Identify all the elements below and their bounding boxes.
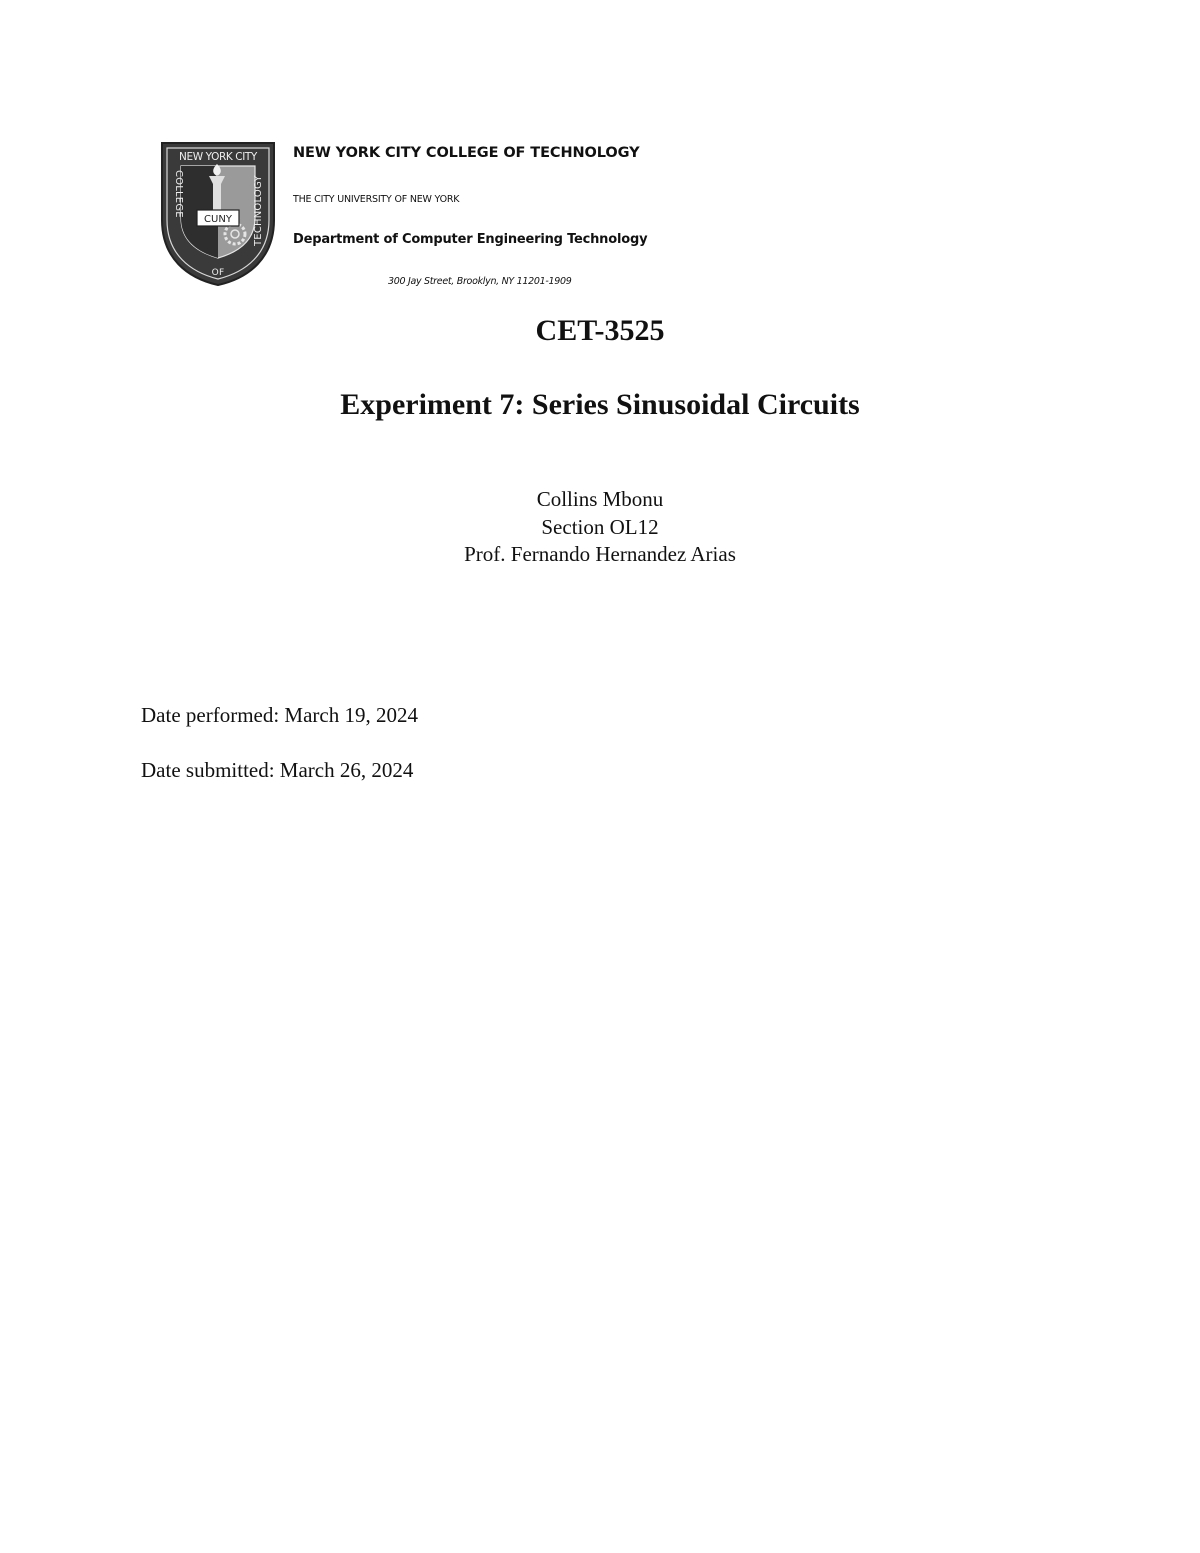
college-seal-logo [159,140,277,288]
svg-text:COLLEGE: COLLEGE [173,170,184,218]
college-address: 300 Jay Street, Brooklyn, NY 11201-1909 [388,276,572,287]
university-name: THE CITY UNIVERSITY OF NEW YORK [293,194,460,205]
svg-text:OF: OF [211,268,225,278]
seal-text-cuny: CUNY [204,214,232,225]
section-number: Section OL12 [541,514,659,539]
professor-name: Prof. Fernando Hernandez Arias [464,542,736,566]
department-name: Department of Computer Engineering Technology [293,232,648,247]
author-name: Collins Mbonu [536,487,664,511]
date-performed: Date performed: March 19, 2024 [141,703,418,727]
author-block [0,486,1200,569]
date-submitted: Date submitted: March 26, 2024 [141,758,414,782]
college-name: NEW YORK CITY COLLEGE OF TECHNOLOGY [293,145,640,161]
svg-text:TECHNOLOGY: TECHNOLOGY [253,175,264,246]
experiment-title: Experiment 7: Series Sinusoidal Circuits [340,388,860,421]
course-code: CET-3525 [535,314,665,347]
seal-text-top: NEW YORK CITY [179,151,257,163]
